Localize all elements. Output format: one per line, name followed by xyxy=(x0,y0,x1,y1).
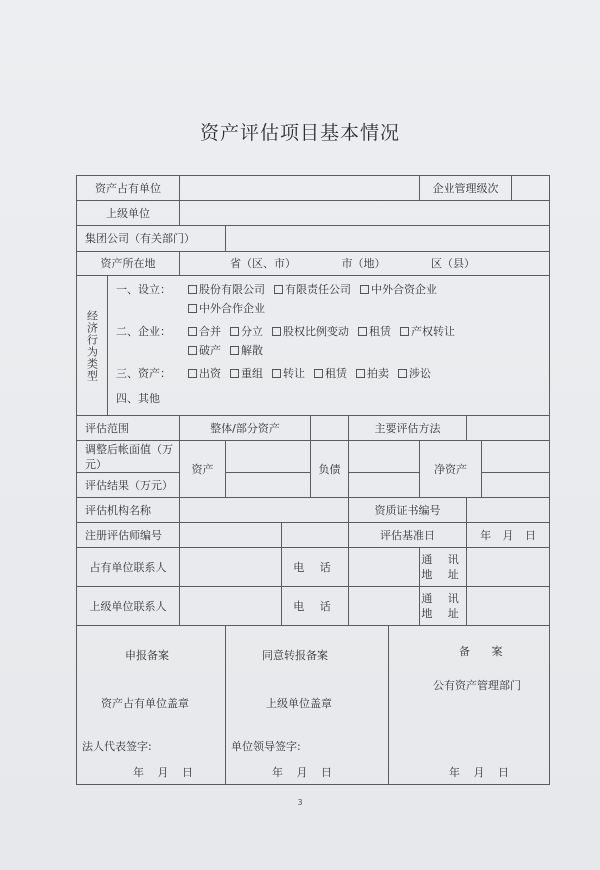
superior-phone-value[interactable] xyxy=(349,587,420,626)
book-value-label: 调整后帐面值（万元） xyxy=(77,441,180,473)
owner-seal-label: 资产占有单位盖章 xyxy=(101,697,189,710)
city-label: 市（地） xyxy=(341,257,386,270)
enterprise-label: 二、企业： xyxy=(116,325,171,338)
scope-label: 评估范围 xyxy=(77,416,180,441)
econ-options-cell xyxy=(108,276,550,416)
option-dissolution[interactable]: 解散 xyxy=(230,343,263,358)
net-assets-label: 净资产 xyxy=(420,441,482,498)
option-equity-change[interactable]: 股权比例变动 xyxy=(272,324,349,339)
owner-value[interactable] xyxy=(180,176,420,201)
county-label: 区（县） xyxy=(431,257,475,270)
row-scope xyxy=(77,416,550,441)
book-liabilities-value[interactable] xyxy=(349,441,420,473)
page-number: 3 xyxy=(297,798,303,807)
date-label-2: 年 月 日 xyxy=(272,766,332,779)
agency-name-label: 评估机构名称 xyxy=(77,498,180,523)
cert-label: 资质证书编号 xyxy=(349,498,467,523)
option-property-transfer[interactable]: 产权转让 xyxy=(400,324,455,339)
row-superior-contact xyxy=(77,587,550,626)
superior-contact-value[interactable] xyxy=(180,587,282,626)
superior-label: 上级单位 xyxy=(77,201,180,226)
row-location xyxy=(77,252,550,276)
assets-label: 资产 xyxy=(180,441,226,498)
result-assets-value[interactable] xyxy=(226,473,311,498)
row-owner-contact xyxy=(77,548,550,587)
date-label-1: 年 月 日 xyxy=(133,766,193,779)
authority-dept-label: 公有资产管理部门 xyxy=(433,679,521,692)
date-label-3: 年 月 日 xyxy=(449,766,509,779)
book-net-value[interactable] xyxy=(482,441,550,473)
asset-label: 三、资产： xyxy=(116,367,171,380)
signature-box-superior[interactable] xyxy=(226,626,389,785)
declare-filing-label: 申报备案 xyxy=(125,649,169,662)
row-owner xyxy=(77,176,550,201)
agency-name-value[interactable] xyxy=(180,498,349,523)
book-assets-value[interactable] xyxy=(226,441,311,473)
filing-label: 备 案 xyxy=(459,645,503,658)
owner-contact-label: 占有单位联系人 xyxy=(77,548,180,587)
option-bankruptcy[interactable]: 破产 xyxy=(188,343,221,358)
option-contribution[interactable]: 出资 xyxy=(188,366,221,381)
option-limited-liability[interactable]: 有限责任公司 xyxy=(274,282,351,297)
scope-blank[interactable] xyxy=(311,416,349,441)
result-net-value[interactable] xyxy=(482,473,550,498)
option-sino-foreign-equity[interactable]: 中外合资企业 xyxy=(360,282,437,297)
group-label: 集团公司（有关部门） xyxy=(77,226,226,252)
superior-contact-label: 上级单位联系人 xyxy=(77,587,180,626)
base-date-value[interactable]: 年 月 日 xyxy=(467,523,550,548)
legal-rep-sign-label: 法人代表签字: xyxy=(82,740,152,753)
row-book-value xyxy=(77,441,550,473)
superior-phone-label: 电 话 xyxy=(282,587,349,626)
option-auction[interactable]: 拍卖 xyxy=(356,366,389,381)
row-group xyxy=(77,226,550,252)
mgmt-level-value[interactable] xyxy=(512,176,550,201)
other-label: 四、其他 xyxy=(116,392,160,405)
info-table xyxy=(76,175,550,785)
superior-address-value[interactable] xyxy=(467,587,550,626)
method-label: 主要评估方法 xyxy=(349,416,467,441)
row-signatures xyxy=(77,626,550,785)
superior-address-label: 通 讯 地 址 xyxy=(420,587,467,626)
econ-label: 经济行为类型 xyxy=(85,309,99,382)
setup-label: 一、设立： xyxy=(116,283,171,296)
superior-value[interactable] xyxy=(180,201,550,226)
option-merge[interactable]: 合并 xyxy=(188,324,221,339)
option-litigation[interactable]: 涉讼 xyxy=(398,366,431,381)
scope-value[interactable]: 整体/部分资产 xyxy=(180,416,311,441)
option-transfer[interactable]: 转让 xyxy=(272,366,305,381)
signature-box-owner[interactable] xyxy=(77,626,226,785)
row-econ xyxy=(77,276,550,416)
owner-address-label: 通 讯 地 址 xyxy=(420,548,467,587)
page-title: 资产评估项目基本情况 xyxy=(199,122,400,144)
option-asset-lease[interactable]: 租赁 xyxy=(314,366,347,381)
option-lease[interactable]: 租赁 xyxy=(358,324,391,339)
owner-contact-value[interactable] xyxy=(180,548,282,587)
result-label: 评估结果（万元） xyxy=(77,473,180,498)
signature-box-authority[interactable] xyxy=(389,626,550,785)
row-superior xyxy=(77,201,550,226)
owner-label: 资产占有单位 xyxy=(77,176,180,201)
group-value[interactable] xyxy=(226,226,550,252)
leader-sign-label: 单位领导签字: xyxy=(231,740,301,753)
option-split[interactable]: 分立 xyxy=(230,324,263,339)
owner-phone-value[interactable] xyxy=(349,548,420,587)
cert-value[interactable] xyxy=(467,498,550,523)
mgmt-level-label: 企业管理级次 xyxy=(420,176,512,201)
option-joint-stock[interactable]: 股份有限公司 xyxy=(188,282,265,297)
liabilities-label: 负债 xyxy=(311,441,349,498)
result-liabilities-value[interactable] xyxy=(349,473,420,498)
base-date-label: 评估基准日 xyxy=(349,523,467,548)
appraiser-value-2[interactable] xyxy=(282,523,349,548)
location-value[interactable] xyxy=(180,252,550,276)
econ-label-cell xyxy=(77,276,108,416)
row-agency xyxy=(77,498,550,523)
location-label: 资产所在地 xyxy=(77,252,180,276)
owner-phone-label: 电 话 xyxy=(282,548,349,587)
option-sino-foreign-coop[interactable]: 中外合作企业 xyxy=(188,301,265,316)
option-restructure[interactable]: 重组 xyxy=(230,366,263,381)
appraiser-label: 注册评估师编号 xyxy=(77,523,180,548)
row-appraiser xyxy=(77,523,550,548)
province-label: 省（区、市） xyxy=(230,257,296,270)
appraiser-value-1[interactable] xyxy=(180,523,282,548)
superior-seal-label: 上级单位盖章 xyxy=(266,697,332,710)
method-value[interactable] xyxy=(467,416,550,441)
forward-filing-label: 同意转报备案 xyxy=(262,649,328,662)
owner-address-value[interactable] xyxy=(467,548,550,587)
